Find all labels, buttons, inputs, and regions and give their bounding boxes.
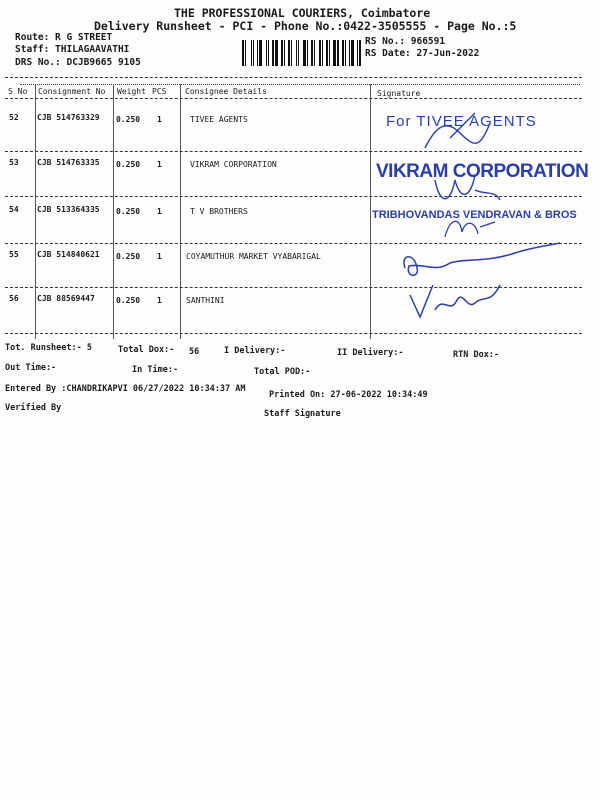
- barcode-bar: [347, 40, 348, 66]
- row-weight: 0.250: [116, 296, 141, 305]
- table-top-border: [5, 77, 582, 78]
- row-consignee: SANTHINI: [186, 296, 225, 305]
- row-weight: 0.250: [116, 160, 141, 169]
- row-consignment: CJB 514763335: [37, 158, 100, 167]
- i-delivery: I Delivery:-: [224, 346, 286, 356]
- ii-delivery: II Delivery:-: [337, 348, 404, 358]
- signature-vikram: [430, 170, 510, 210]
- barcode-bar: [275, 40, 278, 66]
- barcode-bar: [351, 40, 354, 66]
- barcode-bar: [300, 40, 302, 66]
- barcode-bar: [255, 40, 257, 66]
- barcode-bar: [349, 40, 351, 66]
- column-header-sno: S No: [8, 87, 28, 96]
- row-consignee: TIVEE AGENTS: [190, 115, 248, 124]
- barcode-bar: [326, 40, 328, 66]
- total-pod: Total POD:-: [254, 367, 311, 377]
- row-consignment: CJB 514840621: [37, 250, 100, 259]
- row-sno: 56: [9, 294, 19, 303]
- barcode: [242, 40, 362, 66]
- out-time: Out Time:-: [5, 363, 57, 373]
- barcode-bar: [284, 40, 285, 66]
- row-consignee: VIKRAM CORPORATION: [190, 160, 277, 169]
- row-consignee: COYAMUTHUR MARKET VYABARIGAL: [186, 252, 321, 261]
- row-pcs: 1: [157, 207, 162, 216]
- barcode-bar: [253, 40, 254, 66]
- table-bottom-border: [5, 333, 582, 334]
- barcode-bar: [279, 40, 280, 66]
- row-sno: 55: [9, 250, 19, 259]
- barcode-bar: [307, 40, 308, 66]
- barcode-bar: [242, 40, 244, 66]
- runsheet-subtitle: Delivery Runsheet - PCI - Phone No.:0422-3505555 - Page No.:5: [94, 19, 517, 33]
- barcode-bar: [333, 40, 336, 66]
- barcode-bar: [298, 40, 299, 66]
- column-divider: [370, 84, 371, 339]
- barcode-bar: [268, 40, 269, 66]
- row-weight: 0.250: [116, 207, 141, 216]
- printed-on: Printed On: 27-06-2022 10:34:49: [269, 390, 428, 400]
- barcode-bar: [272, 40, 274, 66]
- column-divider: [113, 84, 114, 339]
- row-consignment: CJB 513364335: [37, 205, 100, 214]
- row-consignee: T V BROTHERS: [190, 207, 248, 216]
- total-runsheet: Tot. Runsheet:- 5: [5, 343, 92, 353]
- row-sno: 53: [9, 158, 19, 167]
- company-title: THE PROFESSIONAL COURIERS, Coimbatore: [174, 6, 431, 20]
- row-pcs: 1: [157, 296, 162, 305]
- total-dox-value: 56: [189, 347, 200, 357]
- barcode-bar: [337, 40, 339, 66]
- barcode-bar: [340, 40, 341, 66]
- column-divider: [180, 84, 181, 339]
- barcode-bar: [296, 40, 297, 66]
- row-consignment: CJB 88569447: [37, 294, 95, 303]
- signature-santhini: [405, 275, 515, 325]
- barcode-bar: [316, 40, 319, 66]
- signature-tivee: [420, 108, 510, 158]
- barcode-bar: [311, 40, 313, 66]
- header-bottom-border: [5, 98, 582, 99]
- route-label: Route: R G STREET: [15, 32, 113, 43]
- barcode-bar: [314, 40, 315, 66]
- row-weight: 0.250: [116, 252, 141, 261]
- barcode-bar: [245, 40, 246, 66]
- barcode-bar: [251, 40, 252, 66]
- row-consignment: CJB 514763329: [37, 113, 100, 122]
- barcode-bar: [247, 40, 250, 66]
- barcode-bar: [329, 40, 330, 66]
- barcode-bar: [319, 40, 321, 66]
- staff-signature: Staff Signature: [264, 409, 341, 419]
- total-dox-label: Total Dox:-: [118, 345, 175, 355]
- barcode-bar: [293, 40, 295, 66]
- column-header-consignment: Consignment No: [38, 87, 106, 96]
- barcode-bar: [324, 40, 325, 66]
- barcode-bar: [291, 40, 292, 66]
- barcode-bar: [342, 40, 344, 66]
- drs-number: DRS No.: DCJB9665 9105: [15, 57, 141, 68]
- entered-by: Entered By :CHANDRIKAPVI 06/27/2022 10:34:37 AM: [5, 384, 246, 394]
- rs-date: RS Date: 27-Jun-2022: [365, 48, 480, 59]
- column-divider: [35, 84, 36, 339]
- barcode-bar: [259, 40, 262, 66]
- barcode-bar: [345, 40, 346, 66]
- barcode-bar: [286, 40, 287, 66]
- barcode-bar: [309, 40, 310, 66]
- barcode-bar: [331, 40, 332, 66]
- rs-number: RS No.: 966591: [365, 36, 446, 47]
- column-header-pcs: PCS: [152, 87, 167, 96]
- barcode-bar: [288, 40, 291, 66]
- barcode-bar: [257, 40, 258, 66]
- rtn-dox: RTN Dox:-: [453, 350, 500, 360]
- row-pcs: 1: [157, 160, 162, 169]
- stamp-tivee: For TIVEE AGENTS: [386, 113, 537, 130]
- row-pcs: 1: [157, 252, 162, 261]
- column-header-signature: Signature: [377, 89, 421, 98]
- column-header-weight: Weight: [117, 87, 146, 96]
- barcode-bar: [303, 40, 306, 66]
- verified-by: Verified By: [5, 403, 62, 413]
- row-sno: 54: [9, 205, 19, 214]
- stamp-tribhovandas: TRIBHOVANDAS VENDRAVAN & BROS: [372, 209, 577, 221]
- row-weight: 0.250: [116, 115, 141, 124]
- barcode-bar: [322, 40, 323, 66]
- barcode-bar: [281, 40, 283, 66]
- staff-label: Staff: THILAGAAVATHI: [15, 44, 130, 55]
- stamp-vikram: VIKRAM CORPORATION: [376, 161, 589, 182]
- divider: [20, 84, 580, 85]
- barcode-bar: [263, 40, 265, 66]
- row-pcs: 1: [157, 115, 162, 124]
- column-header-consignee: Consignee Details: [185, 87, 267, 96]
- barcode-bar: [266, 40, 267, 66]
- barcode-bar: [270, 40, 271, 66]
- barcode-bar: [355, 40, 356, 66]
- in-time: In Time:-: [132, 365, 179, 375]
- barcode-bar: [357, 40, 358, 66]
- row-sno: 52: [9, 113, 19, 122]
- barcode-bar: [359, 40, 361, 66]
